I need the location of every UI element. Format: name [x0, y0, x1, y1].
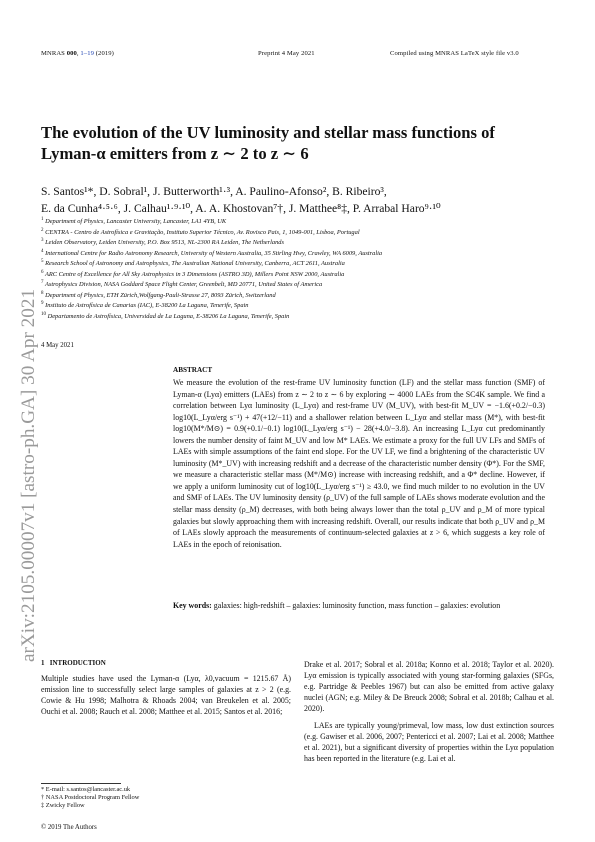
intro-column-2 — [304, 660, 554, 765]
footnote-zwicky: ‡ Zwicky Fellow — [41, 802, 85, 809]
separator: , — [76, 50, 81, 57]
footnotes — [41, 786, 291, 810]
keywords-text: galaxies: high-redshift – galaxies: luminosity function, mass function – galaxies: evolution — [211, 601, 501, 610]
affiliations — [41, 216, 581, 321]
affiliation-item — [41, 248, 581, 259]
affiliation-item — [41, 237, 581, 248]
affiliation-number: 7 — [41, 280, 44, 286]
authors-line-2: E. da Cunha⁴·⁵·⁶, J. Calhau¹·⁹·¹⁰, A. A. Khostovan⁷†, J. Matthee⁸‡, P. Arrabal Haro⁹·¹⁰ — [41, 202, 441, 215]
affiliation-text: CENTRA - Centro de Astrofísica e Gravitação, Instituto Superior Técnico, Av. Rovisco Pais, 1, 1049-001, Lisboa, Portugal — [45, 228, 360, 236]
year: (2019) — [94, 50, 114, 57]
affiliation-text: Instituto de Astrofísica de Canarias (IAC), E-38200 La Laguna, Tenerife, Spain — [45, 302, 249, 310]
running-header-left — [41, 50, 114, 57]
abstract-heading: ABSTRACT — [173, 366, 213, 374]
journal-name: MNRAS — [41, 50, 67, 57]
affiliation-number: 1 — [41, 217, 44, 222]
authors-line-1: S. Santos¹*, D. Sobral¹, J. Butterworth¹·³, A. Paulino-Afonso², B. Ribeiro³, — [41, 185, 387, 198]
affiliation-text: Astrophysics Division, NASA Goddard Space Flight Center, Greenbelt, MD 20771, United States of America — [44, 281, 323, 289]
affiliation-number: 3 — [41, 238, 44, 244]
affiliation-number: 8 — [41, 290, 44, 296]
affiliation-number: 4 — [41, 248, 44, 254]
section-title: INTRODUCTION — [49, 659, 106, 667]
intro-paragraph-2: Drake et al. 2017; Sobral et al. 2018a; Konno et al. 2018; Taylor et al. 2020). Lyα emission is typically associated with young star-forming galaxies (SFGs, e.g. Partridge & Peebles 1967) but can also be emitted from active galaxy nuclei (AGN; e.g. Miley & De Breuck 2008; Sobral et al. 2018b; Calhau et al. 2020). — [304, 660, 554, 713]
intro-paragraph-3: LAEs are typically young/primeval, low mass, low dust extinction sources (e.g. Gawiser et al. 2006, 2007; Pentericci et al. 2007; Lai et al. 2008; Matthee et al. 2021), but a significant diversity of properties within the Lyα population has been reported in the literature (e.g. Lai et al. — [304, 720, 554, 763]
affiliation-item — [41, 258, 581, 269]
affiliation-text: ARC Centre of Excellence for All Sky Astrophysics in 3 Dimensions (ASTRO 3D), Millers Point NSW 2000, Australia — [44, 270, 345, 278]
affiliation-number: 6 — [41, 269, 44, 275]
intro-column-1 — [41, 674, 291, 718]
footnote-nasa: † NASA Postdoctoral Program Fellow — [41, 794, 140, 801]
affiliation-number: 2 — [41, 227, 44, 233]
title-line-1: The evolution of the UV luminosity and stellar mass functions of — [41, 123, 495, 142]
affiliation-item — [41, 216, 581, 227]
section-number: 1 — [41, 659, 45, 667]
affiliation-text: Department of Physics, Lancaster University, Lancaster, LA1 4YB, UK — [45, 218, 227, 226]
paper-title — [41, 122, 561, 164]
affiliation-text: Research School of Astronomy and Astrophysics, The Australian National University, Canberra, ACT 2611, Australia — [45, 260, 345, 268]
author-list — [41, 183, 581, 217]
affiliation-item — [41, 227, 581, 238]
preprint-date: Preprint 4 May 2021 — [258, 50, 315, 57]
affiliation-number: 9 — [41, 301, 44, 307]
keywords-label: Key words: — [173, 601, 212, 610]
volume: 000 — [66, 50, 77, 57]
section-heading — [41, 659, 106, 667]
footnote-rule — [41, 783, 121, 784]
affiliation-number: 10 — [41, 311, 46, 317]
date-line: 4 May 2021 — [41, 342, 74, 349]
intro-paragraph-1: Multiple studies have used the Lyman-α (Lyα, λ0,vacuum = 1215.67 Å) emission line to successfully select large samples of galaxies at z > 2 (e.g. Cowie & Hu 1998; Malhotra & Rhoads 2004; van Breukelen et al. 2005; Ouchi et al. 2008; Rauch et al. 2008; Matthee et al. 2015; Santos et al. 2016; — [41, 674, 291, 716]
affiliation-text: Departamento de Astrofísica, Universidad de La Laguna, E-38206 La Laguna, Tenerife, Spain — [47, 312, 290, 320]
affiliation-text: International Centre for Radio Astronomy Research, University of Western Australia, 35 Stirling Hwy, Crawley, WA 6009, Australia — [45, 249, 383, 257]
abstract-body — [173, 377, 545, 550]
affiliation-number: 5 — [41, 259, 44, 265]
footnote-email: * E-mail: s.santos@lancaster.ac.uk — [41, 786, 131, 793]
affiliation-item — [41, 269, 581, 280]
compiled-note: Compiled using MNRAS LaTeX style file v3.0 — [390, 50, 519, 57]
affiliation-item — [41, 290, 581, 301]
affiliation-text: Leiden Observatory, Leiden University, P.O. Box 9513, NL-2300 RA Leiden, The Netherlands — [45, 239, 284, 247]
arxiv-stamp-text: arXiv:2105.00007v1 [astro-ph.GA] 30 Apr 2021 — [18, 288, 39, 662]
affiliation-item — [41, 300, 581, 311]
affiliation-text: Department of Physics, ETH Zürich,Wolfgang-Pauli-Strasse 27, 8093 Zürich, Switzerland — [45, 291, 276, 299]
copyright-line: © 2019 The Authors — [41, 824, 97, 831]
title-line-2: Lyman-α emitters from z ∼ 2 to z ∼ 6 — [41, 144, 309, 163]
keywords — [173, 600, 545, 612]
abstract-text: We measure the evolution of the rest-frame UV luminosity function (LF) and the stellar mass function (SMF) of Lyman-α (Lyα) emitters (LAEs) from z ∼ 2 to z ∼ 6 by exploring ∼ 4000 LAEs from the SC4K sample. We find a correlation between Lyα luminosity (L_Lyα) and rest-frame UV (M_UV), with best-fit M_UV = −1.6(+0.2/−0.3) log10(L_Lyα/erg s⁻¹) + 47(+12/−11) and a shallower relation between L_Lyα and stellar mass (M*), with best-fit log10(M*/M⊙) = 0.9(+0.1/−0.1) log10(L_Lyα/erg s⁻¹) − 28(+4.0/−3.8). An increasing L_Lyα cut predominantly lowers the number density of faint M_UV and low M* LAEs. We estimate a proxy for the full UV LFs and SMFs of LAEs with simple assumptions of the faint end slope. For the UV LF, we find a brightening of the characteristic UV luminosity (M*_UV) with increasing redshift and a decrease of the characteristic number density (Φ*). For the SMF, we measure a characteristic stellar mass (M*/M⊙) increase with increasing redshift, and a Φ* decline. However, if we apply a uniform luminosity cut of log10(L_Lyα/erg s⁻¹) ≥ 43.0, we find much milder to no evolution in the UV and SMF of LAEs. The UV luminosity density (ρ_UV) of the full sample of LAEs shows moderate evolution and the stellar mass density (ρ_M) decreases, with both being always lower than the total ρ_UV and ρ_M of more typical galaxies but slowly approaching them with increasing redshift. Overall, our results indicate that both ρ_UV and ρ_M of LAEs slowly approach the measurements of continuum-selected galaxies at z > 6, which suggests a key role of LAEs in the epoch of reionisation. — [173, 378, 545, 549]
page-range-link[interactable]: 1–19 — [80, 50, 94, 57]
affiliation-item — [41, 279, 581, 290]
affiliation-item — [41, 311, 581, 322]
